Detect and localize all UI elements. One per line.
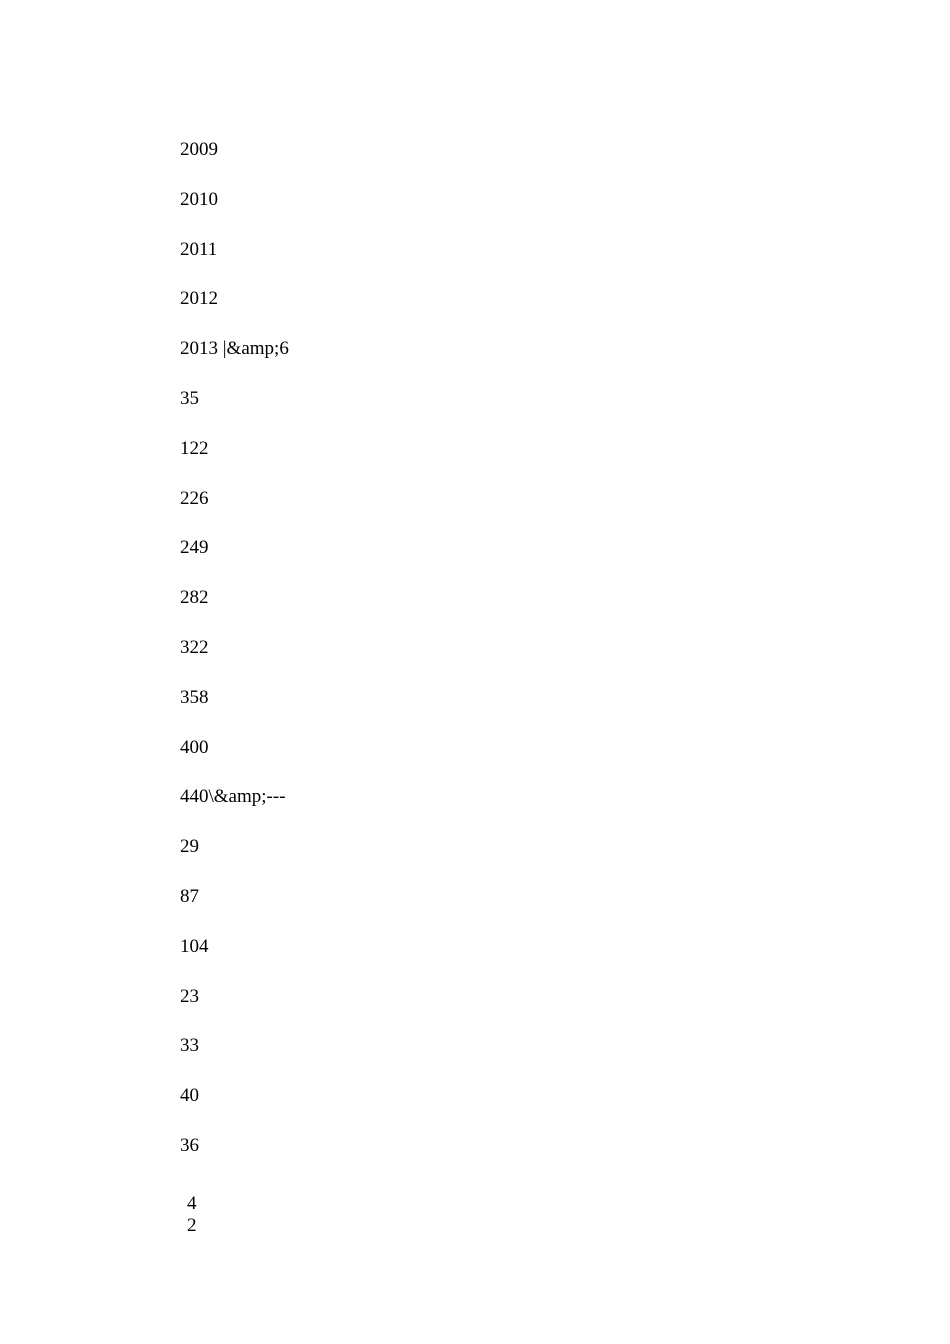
- text-line: 2012: [180, 288, 218, 310]
- text-line: 87: [180, 885, 199, 907]
- text-line: 104: [180, 935, 209, 957]
- text-line: 36: [180, 1134, 199, 1156]
- text-line: 122: [180, 437, 209, 459]
- text-line: 23: [180, 985, 199, 1007]
- footer-fragment: [187, 1193, 197, 1237]
- text-line: 440\&amp;---: [180, 786, 286, 808]
- text-line: 33: [180, 1035, 199, 1057]
- text-line: 2010: [180, 188, 218, 210]
- footer-line: 2: [187, 1215, 197, 1236]
- text-line: 249: [180, 537, 209, 559]
- text-line: 29: [180, 836, 199, 858]
- text-line: 358: [180, 686, 209, 708]
- footer-line: 4: [187, 1193, 197, 1214]
- text-line: 2013 |&amp;6: [180, 338, 289, 360]
- text-line: 40: [180, 1085, 199, 1107]
- text-line: 226: [180, 487, 209, 509]
- text-line: 2009: [180, 139, 218, 160]
- text-line: 322: [180, 636, 209, 658]
- text-line: 400: [180, 736, 209, 758]
- text-line: 35: [180, 387, 199, 409]
- text-line: 282: [180, 587, 209, 609]
- text-line: 2011: [180, 238, 218, 260]
- text-lines: [180, 139, 289, 1185]
